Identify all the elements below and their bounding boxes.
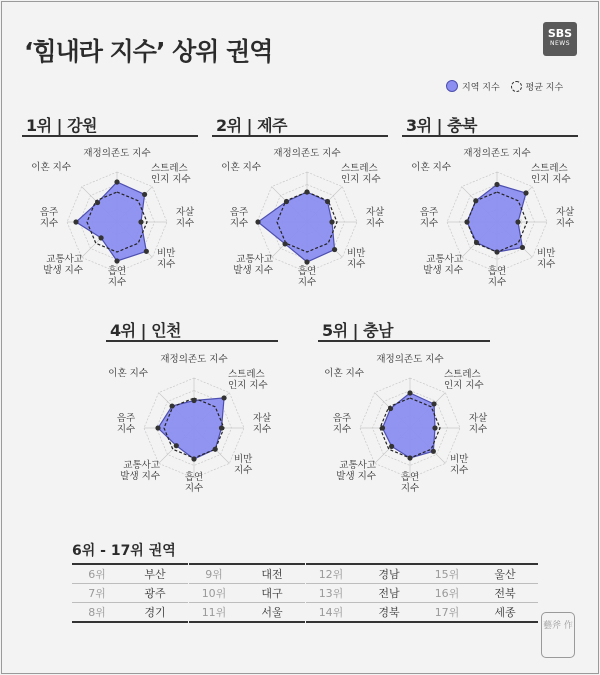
rank-cell: 11위: [189, 603, 239, 623]
region-name-cell: 경북: [356, 603, 422, 623]
axis-label: 이혼 지수: [221, 162, 261, 173]
table-row: [189, 584, 305, 603]
region-data-point: [304, 189, 309, 194]
axis-label: 이혼 지수: [411, 162, 451, 173]
rank-cell: 6위: [72, 564, 122, 584]
region-name-cell: 부산: [122, 564, 188, 584]
ranking-table-column: [422, 563, 538, 623]
axis-label: 재정의존도 지수: [463, 148, 531, 159]
region-data-point: [431, 449, 436, 454]
region-data-point: [114, 179, 119, 184]
region-name-cell: 전남: [356, 584, 422, 603]
region-data-point: [191, 456, 196, 461]
region-data-point: [520, 245, 525, 250]
region-name-cell: 서울: [239, 603, 305, 623]
others-title: 6위 - 17위 권역: [72, 543, 176, 559]
region-data-point: [138, 219, 143, 224]
rank-cell: 8위: [72, 603, 122, 623]
region-data-point: [142, 192, 147, 197]
axis-label: 교통사고 발생 지수: [233, 254, 273, 276]
axis-label: 흡연 지수: [400, 472, 420, 494]
rank-cell: 7위: [72, 584, 122, 603]
rank-cell: 16위: [422, 584, 472, 603]
seal-text: 藝斧 作: [543, 621, 573, 631]
region-data-point: [388, 406, 393, 411]
axis-label: 스트레스 인지 지수: [531, 163, 571, 185]
table-row: [422, 603, 538, 623]
axis-label: 음주 지수: [116, 413, 136, 435]
average-swatch-icon: [511, 81, 522, 92]
axis-label: 음주 지수: [39, 207, 59, 229]
rank-cell: 13위: [306, 584, 356, 603]
axis-label: 스트레스 인지 지수: [228, 369, 268, 391]
table-row: [189, 564, 305, 584]
region-data-point: [144, 249, 149, 254]
region-data-point: [174, 443, 179, 448]
region-data-point: [432, 425, 437, 430]
region-name-cell: 대구: [239, 584, 305, 603]
region-name-cell: 전북: [472, 584, 538, 603]
axis-label: 음주 지수: [332, 413, 352, 435]
region-data-point: [473, 198, 478, 203]
region-data-point: [464, 219, 469, 224]
region-data-point: [213, 447, 218, 452]
region-data-point: [474, 240, 479, 245]
region-name-cell: 울산: [472, 564, 538, 584]
axis-label: 교통사고 발생 지수: [423, 254, 463, 276]
region-data-point: [219, 425, 224, 430]
ranking-table-column: [72, 563, 188, 623]
region-data-point: [431, 401, 436, 406]
rank-cell: 14위: [306, 603, 356, 623]
region-data-point: [73, 219, 78, 224]
radar-chart-jeju: [214, 140, 400, 310]
legend-region-label: 지역 지수: [462, 83, 500, 93]
axis-label: 재정의존도 지수: [160, 354, 228, 365]
region-name-cell: 경남: [356, 564, 422, 584]
axis-label: 교통사고 발생 지수: [336, 460, 376, 482]
region-data-point: [329, 219, 334, 224]
region-data-point: [284, 199, 289, 204]
axis-label: 자살 지수: [365, 207, 385, 229]
axis-label: 자살 지수: [175, 207, 195, 229]
region-data-point: [407, 390, 412, 395]
region-name-cell: 세종: [472, 603, 538, 623]
region-data-point: [380, 425, 385, 430]
region-data-point: [221, 395, 226, 400]
sbs-news-logo: [543, 22, 577, 56]
axis-label: 교통사고 발생 지수: [43, 254, 83, 276]
radar-chart-incheon: [101, 346, 287, 516]
rank-cell: 12위: [306, 564, 356, 584]
rank-1-title: 1위 | 강원: [26, 116, 97, 135]
logo-line-2: NEWS: [549, 40, 571, 47]
axis-label: 이혼 지수: [324, 368, 364, 379]
axis-label: 재정의존도 지수: [376, 354, 444, 365]
region-data-point: [494, 182, 499, 187]
table-row: [189, 603, 305, 623]
region-name-cell: 경기: [122, 603, 188, 623]
rank-4-title: 4위 | 인천: [110, 321, 181, 340]
region-data-point: [95, 200, 100, 205]
rank-cell: 17위: [422, 603, 472, 623]
region-name-cell: 광주: [122, 584, 188, 603]
axis-label: 자살 지수: [252, 413, 272, 435]
axis-label: 자살 지수: [555, 207, 575, 229]
region-name-cell: 대전: [239, 564, 305, 584]
region-data-point: [191, 398, 196, 403]
radar-chart-chungnam: [317, 346, 503, 516]
axis-label: 음주 지수: [229, 207, 249, 229]
axis-label: 음주 지수: [419, 207, 439, 229]
axis-label: 비만 지수: [450, 454, 469, 476]
region-swatch-icon: [446, 80, 458, 92]
rank-5-rule: [318, 340, 490, 342]
rank-cell: 15위: [422, 564, 472, 584]
region-data-point: [407, 455, 412, 460]
rank-5-title: 5위 | 충남: [322, 321, 393, 340]
region-data-point: [304, 259, 309, 264]
region-data-point: [389, 444, 394, 449]
rank-3-rule: [402, 135, 578, 137]
radar-chart-chungbuk: [404, 140, 590, 310]
region-data-point: [114, 258, 119, 263]
axis-label: 스트레스 인지 지수: [444, 369, 484, 391]
region-data-point: [332, 247, 337, 252]
axis-label: 교통사고 발생 지수: [120, 460, 160, 482]
legend-average-label: 평균 지수: [525, 83, 564, 93]
region-data-point: [515, 219, 520, 224]
axis-label: 비만 지수: [234, 454, 253, 476]
chart-legend: [446, 80, 563, 93]
region-data-point: [155, 425, 160, 430]
ranking-table-column: [306, 563, 422, 623]
region-data-point: [325, 199, 330, 204]
rank-cell: 10위: [189, 584, 239, 603]
rank-1-rule: [22, 135, 198, 137]
rank-2-title: 2위 | 제주: [216, 116, 287, 135]
axis-label: 스트레스 인지 지수: [341, 163, 381, 185]
axis-label: 스트레스 인지 지수: [151, 163, 191, 185]
ranking-table-column: [189, 563, 305, 623]
axis-label: 비만 지수: [157, 248, 176, 270]
axis-label: 흡연 지수: [487, 266, 507, 288]
axis-label: 비만 지수: [347, 248, 366, 270]
artist-seal-icon: [541, 612, 575, 658]
table-row: [72, 603, 188, 623]
region-data-point: [282, 241, 287, 246]
axis-label: 자살 지수: [468, 413, 488, 435]
axis-label: 이혼 지수: [108, 368, 148, 379]
radar-chart-gangwon: [24, 140, 210, 310]
page-title: ‘힘내라 지수’ 상위 권역: [24, 37, 273, 66]
rank-3-title: 3위 | 충북: [406, 116, 477, 135]
region-data-point: [494, 249, 499, 254]
axis-label: 재정의존도 지수: [83, 148, 151, 159]
table-row: [306, 584, 422, 603]
region-data-point: [523, 190, 528, 195]
axis-label: 비만 지수: [537, 248, 556, 270]
table-row: [306, 603, 422, 623]
axis-label: 흡연 지수: [107, 266, 127, 288]
rank-4-rule: [106, 340, 278, 342]
axis-label: 흡연 지수: [184, 472, 204, 494]
table-row: [422, 584, 538, 603]
region-data-point: [255, 219, 260, 224]
table-row: [306, 564, 422, 584]
axis-label: 이혼 지수: [31, 162, 71, 173]
table-row: [422, 564, 538, 584]
region-data-point: [98, 235, 103, 240]
rank-2-rule: [212, 135, 388, 137]
table-row: [72, 584, 188, 603]
logo-line-1: SBS: [547, 27, 573, 40]
table-row: [72, 564, 188, 584]
region-data-point: [169, 403, 174, 408]
axis-label: 흡연 지수: [297, 266, 317, 288]
rank-cell: 9위: [189, 564, 239, 584]
axis-label: 재정의존도 지수: [273, 148, 341, 159]
